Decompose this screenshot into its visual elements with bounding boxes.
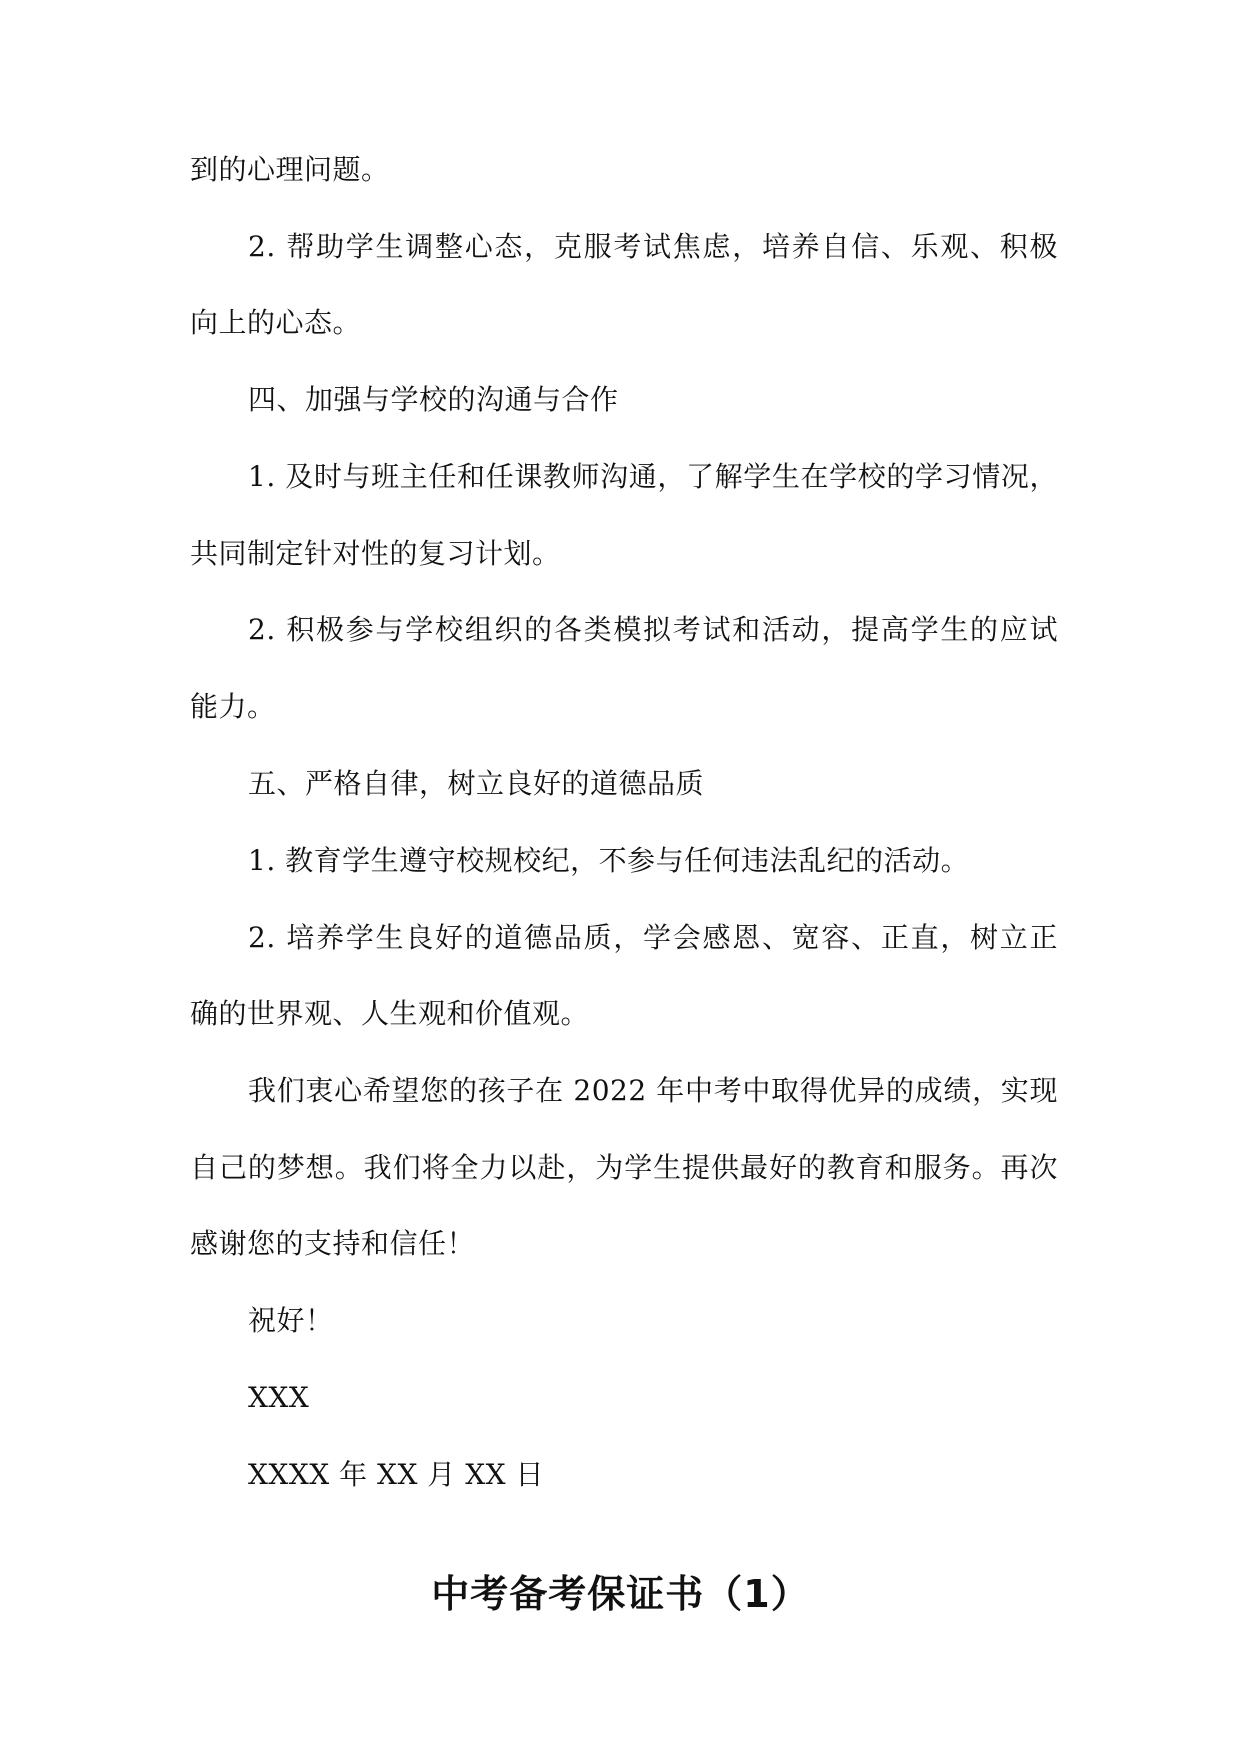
text-line: 共同制定针对性的复习计划。 [190,537,561,570]
text-line: 向上的心态。 [190,306,362,339]
text-line: 能力。 [190,690,276,723]
closing-greeting: 祝好！ [248,1304,334,1337]
text-line: 2. 培养学生良好的道德品质，学会感恩、宽容、正直，树立正 [248,921,1058,954]
text-line: 感谢您的支持和信任！ [190,1227,476,1260]
text-line: 到的心理问题。 [190,153,390,186]
section-heading: 五、严格自律，树立良好的道德品质 [248,767,705,800]
text-line: 确的世界观、人生观和价值观。 [190,997,590,1030]
signature: XXX [248,1381,310,1414]
text-line: 2. 帮助学生调整心态，克服考试焦虑，培养自信、乐观、积极 [248,230,1058,263]
document-title: 中考备考保证书（1） [431,1572,810,1616]
section-heading: 四、加强与学校的沟通与合作 [248,383,619,416]
text-line: 2. 积极参与学校组织的各类模拟考试和活动，提高学生的应试 [248,613,1058,646]
date-line: XXXX 年 XX 月 XX 日 [248,1458,544,1491]
text-line: 1. 及时与班主任和任课教师沟通，了解学生在学校的学习情况， [248,460,1058,493]
text-line: 自己的梦想。我们将全力以赴，为学生提供最好的教育和服务。再次 [190,1151,1058,1184]
text-line: 我们衷心希望您的孩子在 2022 年中考中取得优异的成绩，实现 [248,1074,1058,1107]
text-line: 1. 教育学生遵守校规校纪，不参与任何违法乱纪的活动。 [248,844,970,877]
